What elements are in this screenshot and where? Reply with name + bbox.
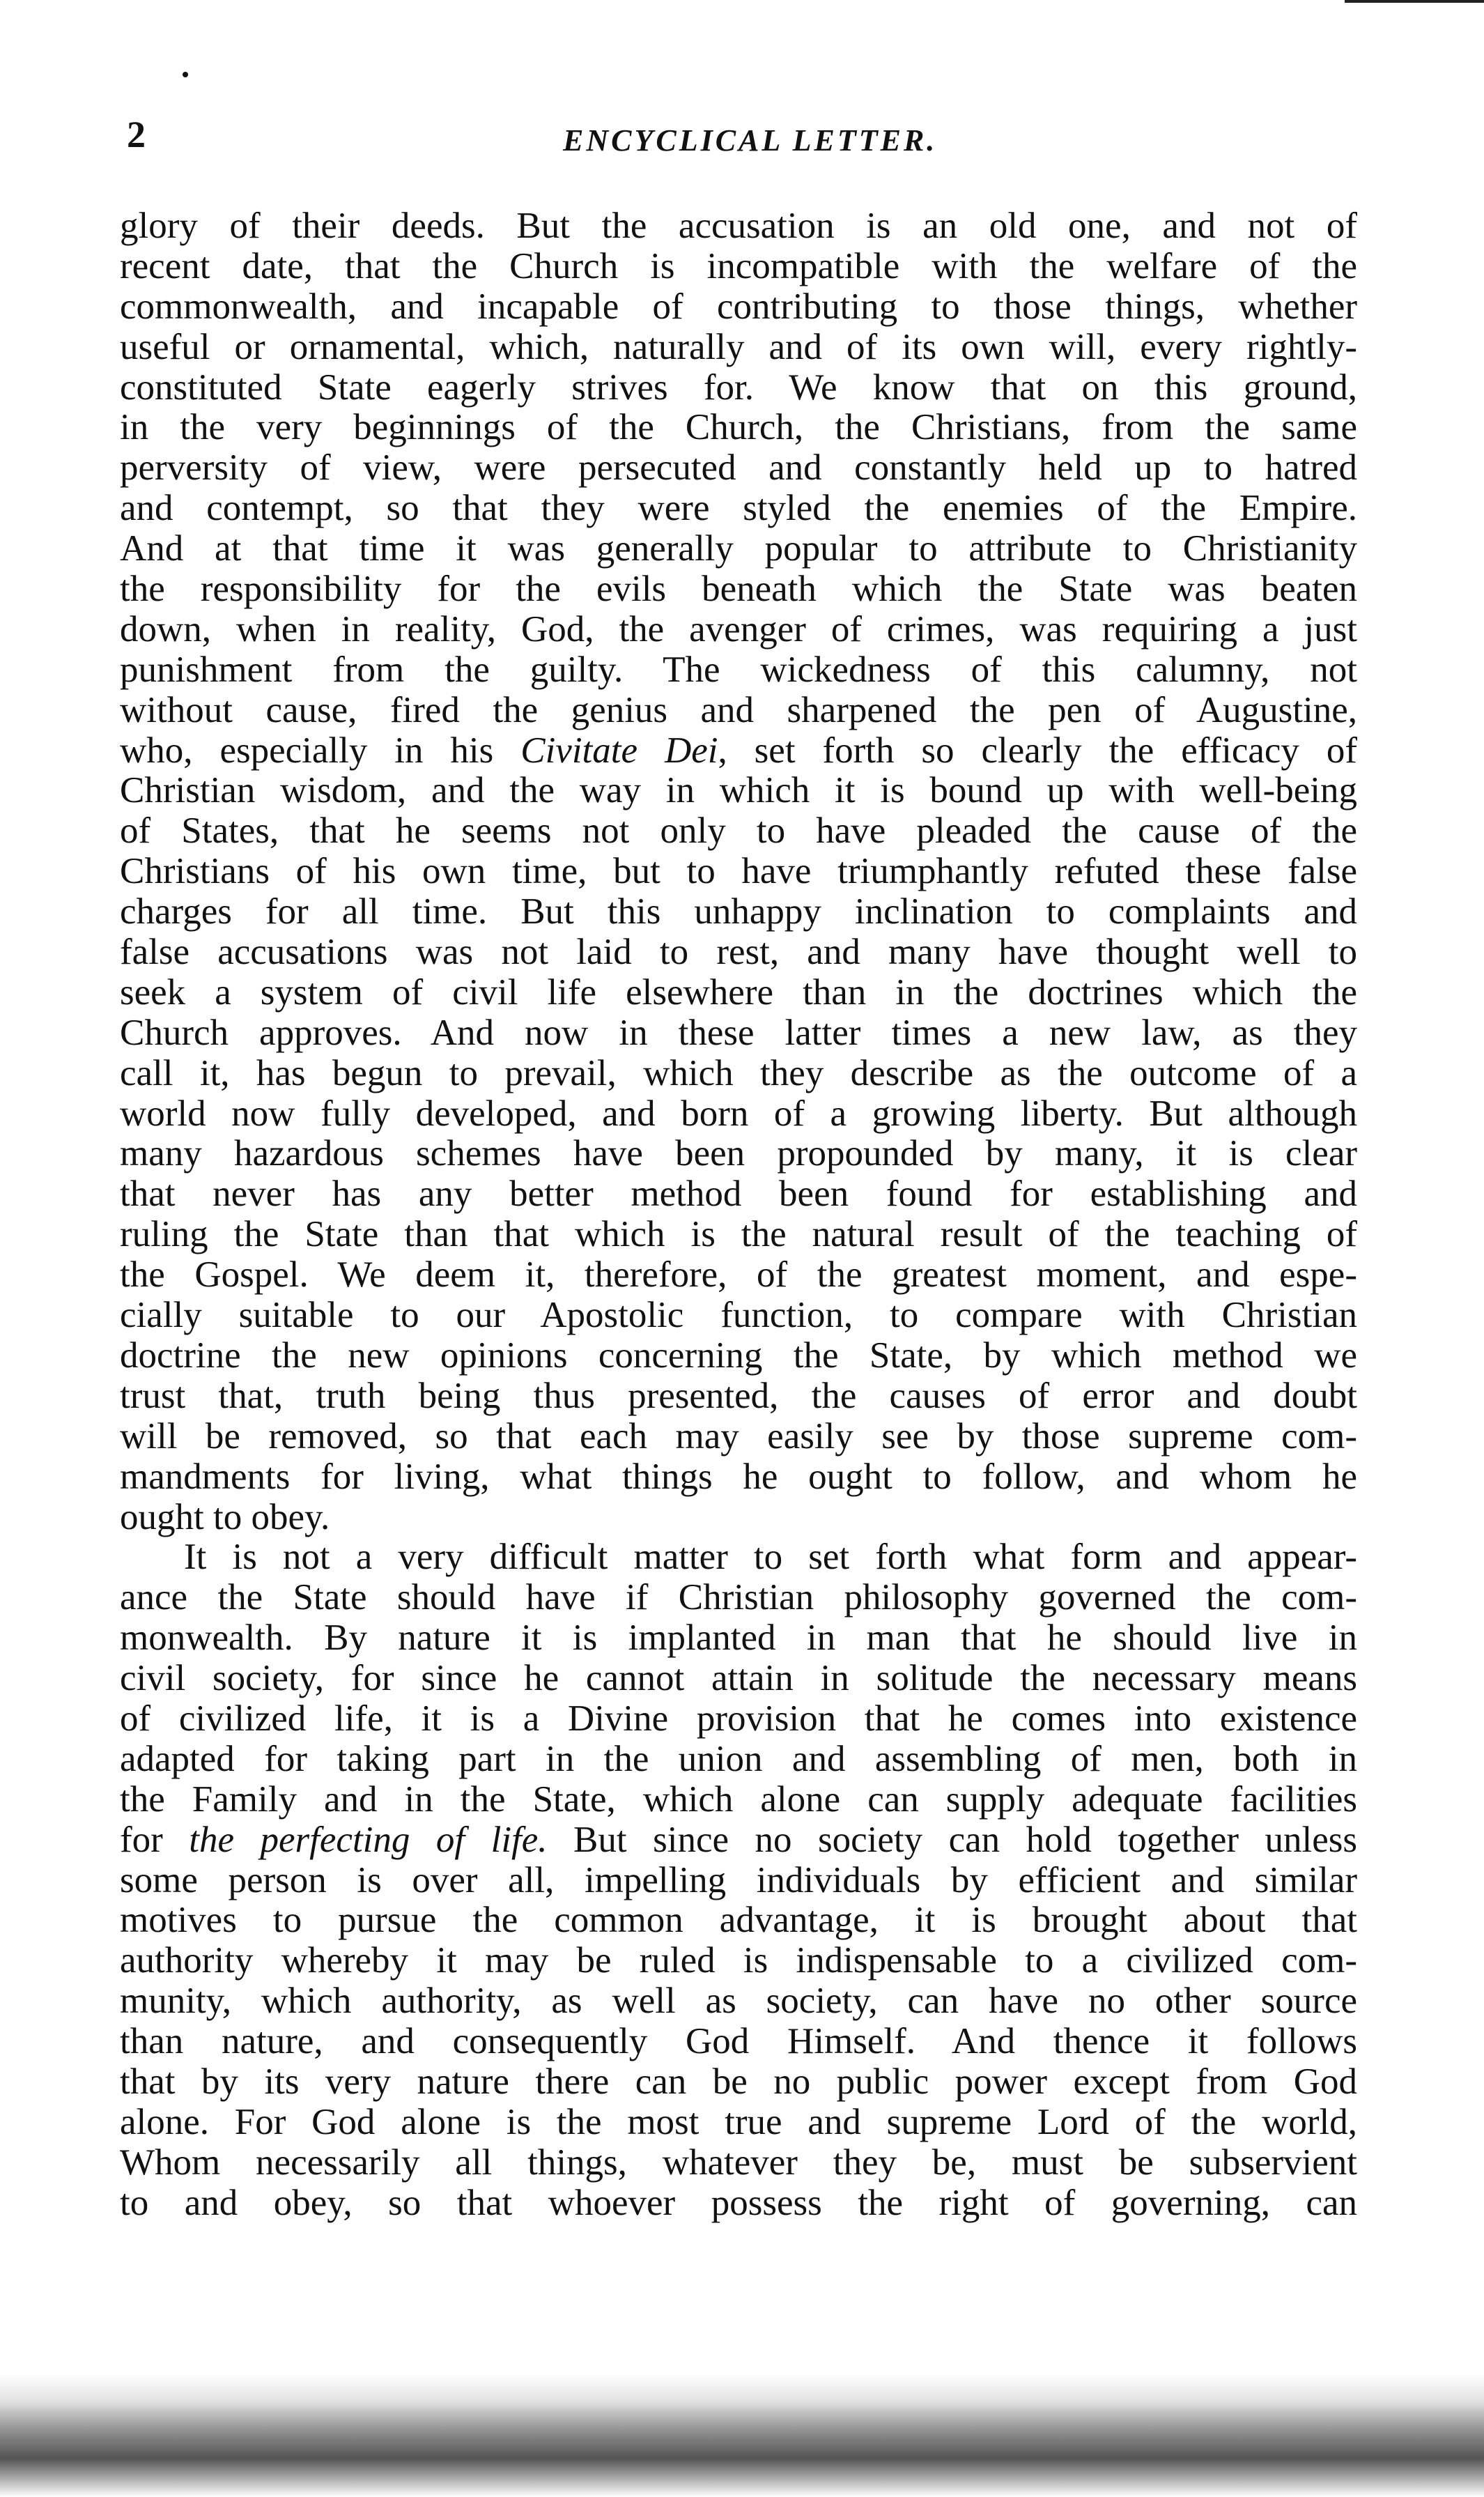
text-line: recent date, that the Church is incompatible with the welfare of the: [120, 246, 1357, 286]
text-line: ruling the State than that which is the natural result of the teaching of: [120, 1215, 1357, 1255]
text-line: of States, that he seems not only to have pleaded the cause of the: [120, 811, 1357, 852]
italic-phrase: Civitate Dei: [520, 730, 718, 771]
text-line: constituted State eagerly strives for. We know that on this ground,: [120, 367, 1357, 408]
running-head: ENCYCLICAL LETTER.: [563, 123, 938, 157]
text-line: some person is over all, impelling individuals by efficient and similar: [120, 1860, 1357, 1900]
text-line: punishment from the guilty. The wickedness of this calumny, not: [120, 650, 1357, 690]
text-line: of civilized life, it is a Divine provision that he comes into existence: [120, 1698, 1357, 1739]
text-line: useful or ornamental, which, naturally and of its own will, every rightly-: [120, 327, 1357, 367]
text-line: that by its very nature there can be no public power except from God: [120, 2061, 1357, 2102]
text-line: civil society, for since he cannot attain in solitude the necessary means: [120, 1659, 1357, 1699]
text-line: without cause, fired the genius and sharpened the pen of Augustine,: [120, 690, 1357, 730]
text-line: false accusations was not laid to rest, and many have thought well to: [120, 932, 1357, 973]
text-line: munity, which authority, as well as society, can have no other source: [120, 1981, 1357, 2022]
text-line: alone. For God alone is the most true and supreme Lord of the world,: [120, 2102, 1357, 2142]
text-line: motives to pursue the common advantage, it is brought about that: [120, 1900, 1357, 1941]
text-line: the Family and in the State, which alone can supply adequate facilities: [120, 1779, 1357, 1820]
text-line: charges for all time. But this unhappy inclination to complaints and: [120, 892, 1357, 932]
ink-speck: [183, 72, 188, 77]
text-line: mandments for living, what things he ought to follow, and whom he: [120, 1457, 1357, 1497]
text-line: and contempt, so that they were styled the enemies of the Empire.: [120, 489, 1357, 529]
italic-phrase: the perfecting of life.: [189, 1820, 548, 1860]
text-line: will be removed, so that each may easily see by those supreme com-: [120, 1416, 1357, 1457]
text-line: who, especially in his Civitate Dei, set forth so clearly the efficacy of: [120, 730, 1357, 771]
text-line: the responsibility for the evils beneath which the State was beaten: [120, 569, 1357, 610]
text-line: down, when in reality, God, the avenger of crimes, was requiring a just: [120, 609, 1357, 650]
paragraph-2: [120, 1537, 1357, 2223]
paragraph-1: [120, 206, 1357, 1537]
text-line: ought to obey.: [120, 1497, 330, 1537]
scan-edge-smudge: [0, 2360, 1484, 2497]
text-line: perversity of view, were persecuted and constantly held up to hatred: [120, 448, 1357, 489]
text-line: commonwealth, and incapable of contributing to those things, whether: [120, 286, 1357, 327]
text-line: many hazardous schemes have been propounded by many, it is clear: [120, 1134, 1357, 1174]
text-line: than nature, and consequently God Himself. And thence it follows: [120, 2022, 1357, 2062]
text-line: Christian wisdom, and the way in which it is bound up with well-being: [120, 771, 1357, 811]
text-line: Christians of his own time, but to have triumphantly refuted these false: [120, 852, 1357, 892]
page-number: 2: [127, 114, 146, 155]
text-line: cially suitable to our Apostolic function, to compare with Christian: [120, 1296, 1357, 1336]
text-line: doctrine the new opinions concerning the State, by which method we: [120, 1335, 1357, 1376]
text-line: the Gospel. We deem it, therefore, of the greatest moment, and espe-: [120, 1255, 1357, 1296]
body-text: [120, 206, 1357, 2224]
text-line: to and obey, so that whoever possess the right of governing, can: [120, 2183, 1357, 2223]
text-line: adapted for taking part in the union and assembling of men, both in: [120, 1739, 1357, 1779]
text-line: world now fully developed, and born of a growing liberty. But although: [120, 1093, 1357, 1134]
text-line: glory of their deeds. But the accusation is an old one, and not of: [120, 206, 1357, 246]
top-edge-rule: [1345, 0, 1484, 3]
text-line: And at that time it was generally popular to attribute to Christianity: [120, 529, 1357, 569]
text-line: Whom necessarily all things, whatever they be, must be subservient: [120, 2142, 1357, 2183]
text-line: monwealth. By nature it is implanted in man that he should live in: [120, 1618, 1357, 1659]
text-line: trust that, truth being thus presented, the causes of error and doubt: [120, 1376, 1357, 1416]
text-line: call it, has begun to prevail, which they describe as the outcome of a: [120, 1053, 1357, 1093]
text-line: seek a system of civil life elsewhere than in the doctrines which the: [120, 972, 1357, 1013]
text-line: authority whereby it may be ruled is indispensable to a civilized com-: [120, 1941, 1357, 1981]
text-line: that never has any better method been found for establishing and: [120, 1174, 1357, 1215]
text-line: for the perfecting of life. But since no society can hold together unless: [120, 1820, 1357, 1860]
text-line: ance the State should have if Christian philosophy governed the com-: [120, 1578, 1357, 1618]
text-line: in the very beginnings of the Church, the Christians, from the same: [120, 408, 1357, 448]
text-line: It is not a very difficult matter to set forth what form and appear-: [184, 1537, 1357, 1578]
text-line: Church approves. And now in these latter times a new law, as they: [120, 1013, 1357, 1053]
